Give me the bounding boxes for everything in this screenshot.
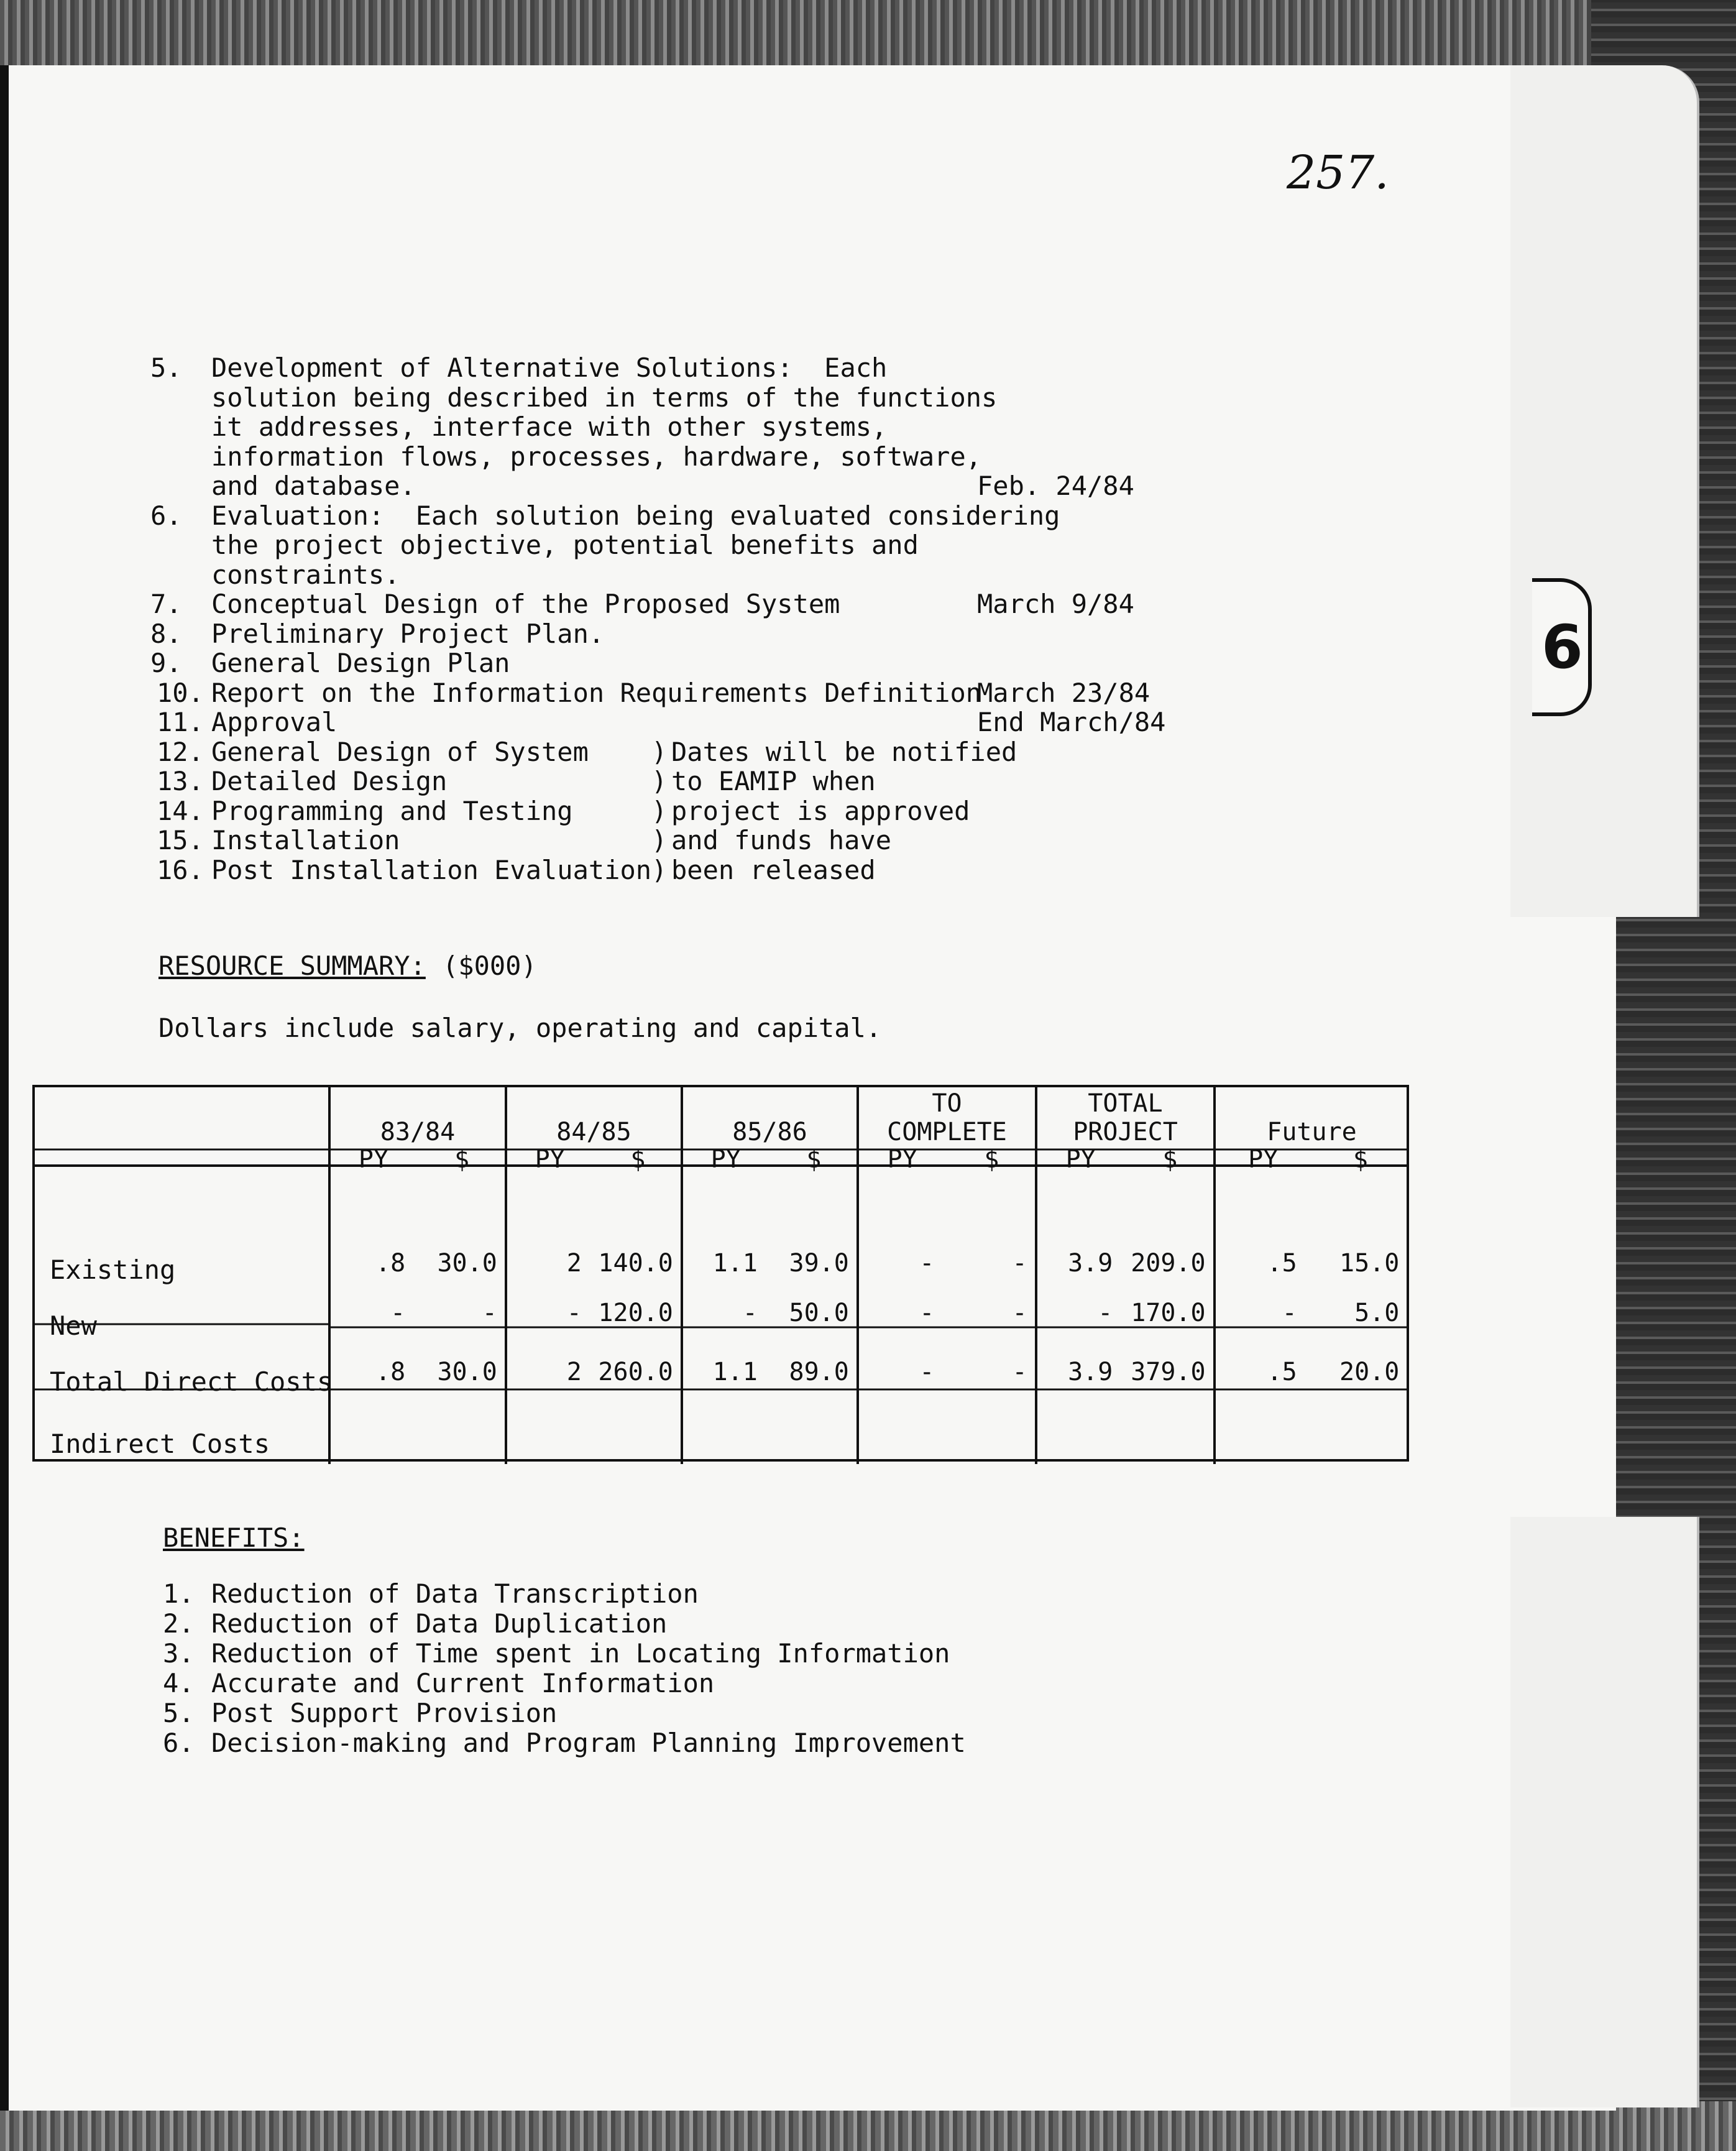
cell-py: 1.1 [712, 1358, 758, 1386]
schedule-item-note: Dates will be notified [671, 736, 1017, 767]
cell-dollars: 50.0 [789, 1299, 849, 1327]
sub-header-py: PY [710, 1145, 741, 1174]
schedule-item-number: 15. [157, 825, 204, 855]
column-header: Future [1267, 1118, 1357, 1146]
schedule-item-date: Feb. 24/84 [977, 471, 1134, 501]
cell-dollars: 120.0 [598, 1299, 673, 1327]
benefit-number: 1. [163, 1578, 195, 1609]
column-header: 83/84 [380, 1118, 456, 1146]
schedule-item-text: Preliminary Project Plan. [211, 618, 605, 649]
row-label: New [50, 1310, 97, 1341]
schedule-item-text: General Design of System ) [211, 736, 668, 767]
sub-header-dollars: $ [630, 1145, 646, 1174]
sub-header-dollars: $ [984, 1145, 999, 1174]
resource-summary-unit: ($000) [443, 951, 537, 981]
cell-py: - [742, 1299, 758, 1327]
cell-dollars: 379.0 [1131, 1358, 1206, 1386]
sub-header-dollars: $ [454, 1145, 470, 1174]
schedule-item-text: Conceptual Design of the Proposed System [211, 589, 840, 619]
schedule-item-text: Detailed Design ) [211, 766, 668, 796]
sub-header-py: PY [1248, 1145, 1279, 1174]
column-header-line1: TO [932, 1089, 962, 1118]
schedule-item-number: 9. [150, 648, 182, 678]
schedule-item-note: to EAMIP when [671, 766, 876, 796]
schedule-item-date: March 9/84 [977, 589, 1134, 619]
row-label: Total Direct Costs [50, 1366, 333, 1397]
cell-dollars: 20.0 [1339, 1358, 1400, 1386]
cell-py: 2 [566, 1249, 582, 1278]
benefits-heading: BENEFITS: [163, 1522, 305, 1553]
schedule-item-text: constraints. [211, 559, 400, 590]
sub-header-dollars: $ [1162, 1145, 1178, 1174]
cell-dollars: 15.0 [1339, 1249, 1400, 1278]
cell-dollars: 260.0 [598, 1358, 673, 1386]
schedule-item-text: and database. [211, 471, 416, 501]
sub-header-dollars: $ [806, 1145, 822, 1174]
column-header: PROJECT [1073, 1118, 1178, 1146]
schedule-item-number: 5. [150, 352, 182, 383]
schedule-item-text: Installation ) [211, 825, 668, 855]
resource-table [32, 1085, 1409, 1464]
folder-tab-lower [1510, 1517, 1699, 2107]
schedule-item-text: Programming and Testing ) [211, 795, 668, 826]
benefit-text: Accurate and Current Information [211, 1668, 715, 1698]
benefit-number: 5. [163, 1698, 195, 1728]
cell-py: - [919, 1358, 935, 1386]
cell-py: .5 [1267, 1358, 1297, 1386]
cell-dollars: - [1012, 1249, 1027, 1278]
schedule-item-date: End March/84 [977, 707, 1166, 737]
schedule-item-date: March 23/84 [977, 677, 1150, 708]
cell-py: - [919, 1299, 935, 1327]
cell-dollars: - [482, 1299, 497, 1327]
row-label: Indirect Costs [50, 1429, 270, 1459]
page-number: 257. [1287, 146, 1389, 200]
cell-py: 3.9 [1068, 1249, 1113, 1278]
schedule-item-text: Approval [211, 707, 338, 737]
cell-dollars: 5.0 [1354, 1299, 1400, 1327]
schedule-item-number: 6. [150, 500, 182, 531]
section-tab-number: 6 [1541, 612, 1583, 682]
resource-summary-heading: RESOURCE SUMMARY: [158, 951, 426, 981]
sub-header-py: PY [1065, 1145, 1096, 1174]
cell-py: - [566, 1299, 582, 1327]
resource-summary-note: Dollars include salary, operating and capital. [158, 1013, 882, 1043]
schedule-item-text: Development of Alternative Solutions: Each [211, 352, 888, 383]
cell-py: - [1098, 1299, 1113, 1327]
schedule-item-number: 8. [150, 618, 182, 649]
benefit-text: Reduction of Data Duplication [211, 1608, 668, 1639]
cell-py: .8 [375, 1249, 406, 1278]
sub-header-py: PY [887, 1145, 917, 1174]
schedule-item-number: 11. [157, 707, 204, 737]
schedule-item-note: been released [671, 854, 876, 885]
cell-py: - [390, 1299, 406, 1327]
cell-dollars: 209.0 [1131, 1249, 1206, 1278]
scan-edge-top [0, 0, 1736, 75]
cell-dollars: - [1012, 1358, 1027, 1386]
column-header: 85/86 [732, 1118, 807, 1146]
sub-header-py: PY [535, 1145, 565, 1174]
folder-tab-upper [1510, 65, 1699, 917]
cell-py: 1.1 [712, 1249, 758, 1278]
schedule-item-number: 14. [157, 795, 204, 826]
benefit-text: Reduction of Time spent in Locating Information [211, 1638, 950, 1669]
schedule-item-number: 13. [157, 766, 204, 796]
schedule-item-text: it addresses, interface with other systems, [211, 412, 888, 442]
cell-py: 3.9 [1068, 1358, 1113, 1386]
cell-dollars: 140.0 [598, 1249, 673, 1278]
schedule-item-text: General Design Plan [211, 648, 510, 678]
schedule-item-number: 16. [157, 854, 204, 885]
sub-header-dollars: $ [1353, 1145, 1368, 1174]
schedule-item-text: Post Installation Evaluation) [211, 854, 668, 885]
schedule-item-text: the project objective, potential benefits and [211, 530, 919, 560]
cell-dollars: 89.0 [789, 1358, 849, 1386]
cell-py: - [1282, 1299, 1297, 1327]
benefit-text: Decision-making and Program Planning Improvement [211, 1728, 966, 1758]
cell-dollars: 170.0 [1131, 1299, 1206, 1327]
column-header-line1: TOTAL [1088, 1089, 1163, 1118]
schedule-item-number: 7. [150, 589, 182, 619]
cell-dollars: 30.0 [437, 1358, 497, 1386]
cell-py: - [919, 1249, 935, 1278]
schedule-item-note: and funds have [671, 825, 892, 855]
cell-py: 2 [566, 1358, 582, 1386]
benefit-text: Post Support Provision [211, 1698, 558, 1728]
column-header: COMPLETE [887, 1118, 1007, 1146]
schedule-item-text: Evaluation: Each solution being evaluated considering [211, 500, 1060, 531]
row-label: Existing [50, 1255, 176, 1285]
schedule-item-note: project is approved [671, 795, 970, 826]
benefit-number: 4. [163, 1668, 195, 1698]
cell-dollars: - [1012, 1299, 1027, 1327]
column-header: 84/85 [556, 1118, 631, 1146]
schedule-item-text: information flows, processes, hardware, software, [211, 441, 982, 472]
cell-py: .5 [1267, 1249, 1297, 1278]
cell-py: .8 [375, 1358, 406, 1386]
cell-dollars: 30.0 [437, 1249, 497, 1278]
schedule-item-number: 10. [157, 677, 204, 708]
benefit-number: 6. [163, 1728, 195, 1758]
schedule-item-text: Report on the Information Requirements Definition [211, 677, 982, 708]
benefit-text: Reduction of Data Transcription [211, 1578, 699, 1609]
benefit-number: 2. [163, 1608, 195, 1639]
benefit-number: 3. [163, 1638, 195, 1669]
sub-header-py: PY [358, 1145, 389, 1174]
schedule-item-number: 12. [157, 736, 204, 767]
schedule-item-text: solution being described in terms of the functions [211, 382, 998, 413]
cell-dollars: 39.0 [789, 1249, 849, 1278]
